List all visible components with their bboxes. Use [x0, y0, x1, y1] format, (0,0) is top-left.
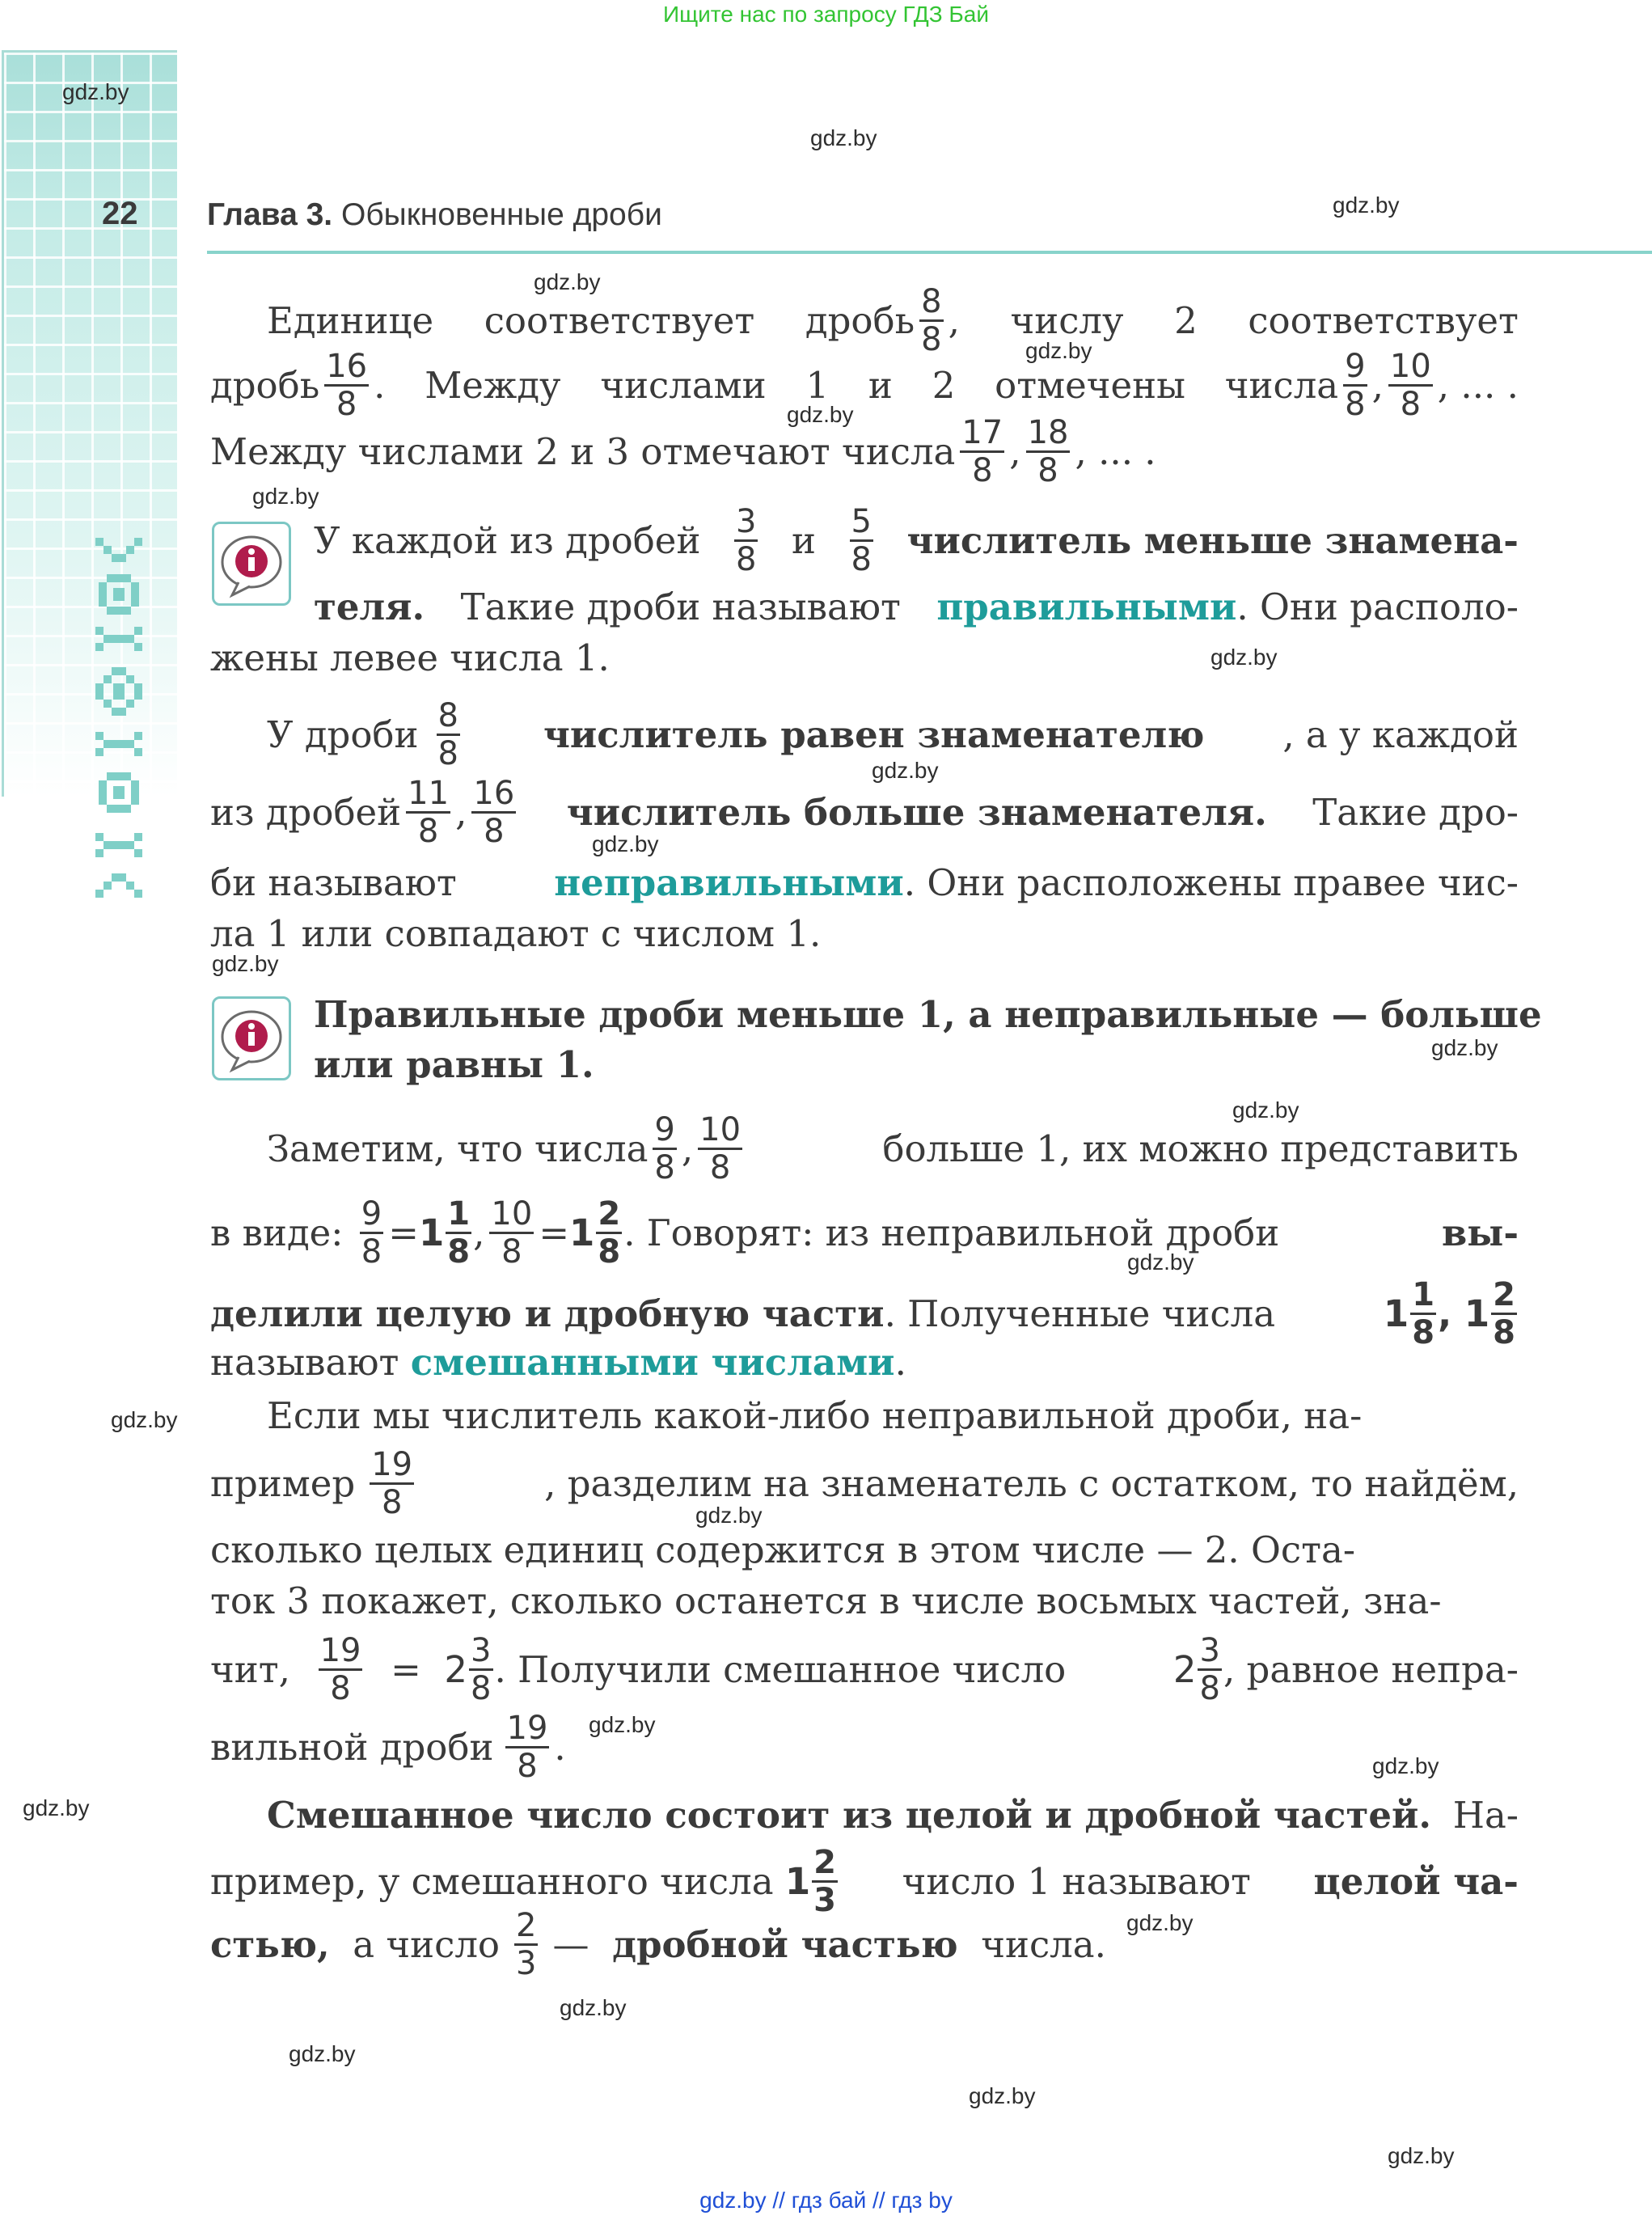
text-with-fraction: [210, 347, 386, 423]
text: 2: [1174, 298, 1198, 342]
text: числа.: [981, 1922, 1106, 1966]
para5-line3: [210, 1905, 1519, 1983]
denominator: 8: [1493, 1313, 1515, 1351]
numerator: 19: [371, 1445, 413, 1483]
para2-line1: [210, 697, 1519, 772]
text: Такие дроби называют: [460, 585, 901, 628]
info2-line1: [314, 991, 1542, 1037]
denominator: 8: [330, 1669, 351, 1707]
fraction-19-8: [319, 1631, 363, 1707]
text: больше 1, их можно представить: [882, 1127, 1519, 1170]
numerator: 3: [735, 502, 757, 540]
text: 2: [932, 363, 956, 407]
text: ... .: [1460, 363, 1519, 407]
watermark: gdz.by: [695, 1503, 763, 1528]
text: из дробей: [210, 790, 402, 834]
watermark: gdz.by: [969, 2083, 1036, 2108]
mixed-number: [1172, 1631, 1223, 1707]
numerator: 11: [408, 774, 450, 812]
text: ,: [1009, 429, 1021, 473]
info1-line2: [314, 584, 1519, 629]
text: а число: [353, 1922, 501, 1966]
numerator: 19: [319, 1631, 361, 1669]
fraction-10-8: [489, 1194, 534, 1271]
denominator: 3: [516, 1944, 537, 1982]
fraction-2-8: [596, 1194, 622, 1271]
text: соответствует: [1248, 298, 1519, 342]
whole-part: 2: [1172, 1647, 1197, 1691]
info-icon-box: [212, 522, 291, 606]
fraction-9-8: [1343, 347, 1367, 423]
mixed-numbers: [1383, 1275, 1519, 1351]
denominator: 8: [517, 1747, 538, 1785]
text-with-fractions: [210, 1110, 747, 1186]
denominator: 8: [598, 1233, 621, 1271]
text: У дроби: [267, 712, 419, 756]
text: На-: [1452, 1793, 1519, 1837]
watermark: gdz.by: [1126, 1910, 1194, 1935]
para4-line5: [210, 1630, 1519, 1708]
page-number: 22: [102, 196, 138, 231]
numerator: 2: [598, 1194, 621, 1233]
info1-line3: [210, 635, 1519, 680]
fraction-18-8: [1026, 413, 1071, 489]
text-with-fractions: [1224, 347, 1519, 423]
text: Единице: [267, 298, 434, 342]
text: би называют: [210, 860, 457, 904]
fraction-10-8: [1388, 347, 1433, 423]
numerator: 2: [516, 1906, 537, 1944]
whole-part: 1: [1383, 1292, 1409, 1335]
text: называют: [210, 1340, 399, 1384]
watermark: gdz.by: [1388, 2143, 1455, 2168]
numerator: 16: [473, 774, 515, 812]
watermark: gdz.by: [1372, 1753, 1439, 1778]
denominator: 8: [437, 734, 458, 772]
denominator: 8: [484, 812, 505, 850]
fraction-10-8: [698, 1110, 742, 1186]
watermark: gdz.by: [111, 1407, 178, 1432]
bold-text: вы-: [1441, 1211, 1519, 1254]
denominator: 8: [1400, 385, 1422, 423]
text: .: [894, 1340, 906, 1384]
term-improper-fractions: неправильными: [554, 860, 904, 904]
info1-line1: [314, 503, 1519, 577]
bottom-banner[interactable]: gdz.by // гдз бай // гдз by: [699, 2188, 953, 2213]
denominator: 8: [654, 1148, 675, 1186]
numerator: 3: [471, 1631, 492, 1669]
whole-part: 2: [444, 1647, 468, 1691]
text: ,: [455, 790, 467, 834]
denominator: 8: [972, 451, 993, 489]
text: ,: [1437, 363, 1450, 407]
fraction-16-8: [471, 774, 516, 850]
para3-line1: [210, 1111, 1519, 1186]
text: , разделим на знаменатель с остатком, то найдём,: [544, 1461, 1519, 1505]
fraction-19-8: [370, 1445, 414, 1521]
denominator: 8: [336, 385, 357, 423]
text-with-fraction: [210, 696, 465, 772]
para3-line2: [210, 1194, 1519, 1271]
text: число 1 называют: [902, 1859, 1251, 1903]
para4-line3: [210, 1527, 1519, 1572]
text: , а у каждой: [1282, 712, 1519, 756]
info-icon: [214, 524, 289, 603]
text: пример: [210, 1461, 356, 1505]
equals-sign: =: [388, 1211, 419, 1254]
denominator: 8: [1199, 1669, 1220, 1707]
denominator: 8: [709, 1148, 731, 1186]
bold-text: или равны 1.: [314, 1042, 594, 1086]
bold-text: числитель меньше знамена-: [906, 518, 1519, 562]
text: ,: [948, 298, 960, 342]
chapter-title: Обыкновенные дроби: [341, 197, 662, 232]
watermark: gdz.by: [212, 951, 279, 976]
top-banner[interactable]: Ищите нас по запросу ГДЗ Бай: [662, 2, 990, 27]
fraction-8-8: [919, 282, 943, 358]
numerator: 10: [491, 1194, 533, 1233]
text: и: [868, 363, 893, 407]
text: вильной дроби: [210, 1725, 494, 1769]
numerator: 19: [506, 1709, 548, 1747]
numerator: 9: [361, 1194, 382, 1233]
text: Между числами 2 и 3 отмечают числа: [210, 429, 956, 473]
para3-line4: [210, 1339, 1519, 1385]
para4-line2: [210, 1446, 1519, 1520]
bold-text: теля.: [314, 585, 425, 628]
text: чит,: [210, 1647, 290, 1691]
numerator: 1: [1412, 1275, 1435, 1313]
denominator: 8: [417, 812, 439, 850]
fraction-17-8: [960, 413, 1004, 489]
numerator: 17: [961, 413, 1003, 451]
bold-text: целой ча-: [1313, 1859, 1519, 1903]
text: ток 3 покажет, сколько останется в числе восьмых частей, зна-: [210, 1579, 1442, 1622]
watermark: gdz.by: [1210, 645, 1278, 670]
chapter-label: Глава 3.: [207, 197, 333, 232]
text: дробь: [805, 298, 915, 342]
whole-part: 1: [418, 1211, 445, 1254]
watermark: gdz.by: [872, 758, 939, 783]
numerator: 10: [699, 1110, 741, 1148]
text: Между: [425, 363, 561, 407]
mixed-number: [444, 1631, 494, 1707]
fraction-2-8: [1491, 1275, 1517, 1351]
watermark: gdz.by: [289, 2041, 356, 2066]
fraction-1-8: [446, 1194, 471, 1271]
text: ,: [1371, 363, 1384, 407]
equals-sign: =: [391, 1647, 421, 1691]
text-with-fraction: [805, 282, 960, 358]
watermark: gdz.by: [23, 1795, 90, 1820]
para4-line1: [210, 1393, 1519, 1438]
para1-line2: [210, 348, 1519, 422]
para5-line1: [210, 1792, 1519, 1837]
mixed-with-text: [1172, 1631, 1519, 1707]
denominator: 8: [381, 1483, 403, 1521]
watermark: gdz.by: [62, 79, 129, 104]
fraction-3-8: [469, 1631, 492, 1707]
watermark: gdz.by: [1025, 338, 1092, 363]
fraction-19-8: [505, 1709, 550, 1785]
watermark: gdz.by: [1127, 1249, 1194, 1275]
equals-sign: =: [539, 1211, 570, 1254]
denominator: 8: [501, 1233, 522, 1271]
para4-line4: [210, 1578, 1519, 1623]
text: . Они располо-: [1236, 585, 1519, 628]
text: . Они расположены правее чис-: [903, 860, 1519, 904]
text: пример, у смешанного числа: [210, 1859, 774, 1903]
text: . Получили смешанное число: [494, 1647, 1067, 1691]
fraction-1-8: [1410, 1275, 1436, 1351]
info2-line2: [314, 1042, 1519, 1087]
text-with-equations: [210, 1194, 1280, 1271]
para2-line2: [210, 775, 1519, 849]
text-with-fraction: [210, 1445, 419, 1521]
text: . Полученные числа: [884, 1292, 1276, 1335]
text: Заметим, что числа: [267, 1127, 649, 1170]
numerator: 16: [326, 347, 368, 385]
whole-part: 1: [569, 1211, 595, 1254]
numerator: 9: [654, 1110, 675, 1148]
para2-line3: [210, 860, 1519, 905]
fraction-8-8: [437, 696, 460, 772]
fraction-3-8: [734, 502, 758, 578]
text: числами: [600, 363, 767, 407]
watermark: gdz.by: [252, 484, 319, 509]
term-with-text: [936, 585, 1519, 628]
denominator: 8: [447, 1233, 471, 1271]
denominator: 8: [851, 540, 872, 578]
para1-line1: [210, 283, 1519, 357]
text: , равное непра-: [1223, 1647, 1519, 1691]
fraction-5-8: [850, 502, 873, 578]
para1-line3: [210, 414, 1519, 488]
bold-text: Правильные дроби меньше 1, а неправильные — больше: [314, 992, 1542, 1036]
text: и: [791, 518, 816, 562]
denominator: 8: [921, 320, 942, 358]
text: У каждой из дробей: [314, 518, 701, 562]
denominator: 8: [471, 1669, 492, 1707]
watermark: gdz.by: [534, 269, 601, 294]
numerator: 1: [447, 1194, 471, 1233]
text: 1: [805, 363, 830, 407]
numerator: 5: [851, 502, 872, 540]
info-icon-box: [212, 996, 291, 1080]
text: ,: [473, 1211, 485, 1254]
denominator: 3: [813, 1881, 837, 1919]
watermark: gdz.by: [589, 1712, 656, 1737]
text: .: [374, 363, 386, 407]
text: Если мы числитель какой-либо неправильной дроби, на-: [267, 1393, 1363, 1437]
text: Такие дро-: [1312, 790, 1519, 834]
numerator: 2: [1493, 1275, 1515, 1313]
bold-text: дробной частью: [612, 1922, 958, 1966]
text: дробь: [210, 363, 320, 407]
text: числу: [1010, 298, 1124, 342]
text: —: [552, 1922, 589, 1966]
bold-text: числитель равен знаменателю: [543, 712, 1205, 756]
numerator: 10: [1389, 347, 1431, 385]
chapter-heading: [207, 197, 662, 233]
para2-line4: [210, 911, 1519, 956]
header-rule: [207, 251, 1652, 254]
denominator: 8: [1412, 1313, 1435, 1351]
bold-text: Смешанное число состоит из целой и дробной частей.: [267, 1793, 1431, 1837]
numerator: 9: [1345, 347, 1366, 385]
bold-with-text: [210, 1292, 1276, 1335]
text: в виде:: [210, 1211, 344, 1254]
bold-text: числитель больше знаменателя.: [566, 790, 1267, 834]
numerator: 8: [921, 282, 942, 320]
text: числа: [1224, 363, 1339, 407]
fraction-9-8: [653, 1110, 676, 1186]
watermark: gdz.by: [592, 831, 659, 856]
fraction-16-8: [324, 347, 369, 423]
text: ла 1 или совпадают с числом 1.: [210, 911, 822, 955]
term-with-text: [554, 860, 1519, 904]
numerator: 3: [1199, 1631, 1220, 1669]
watermark: gdz.by: [560, 1995, 627, 2020]
bold-text: стью,: [210, 1922, 330, 1966]
numerator: 8: [437, 696, 458, 734]
watermark: gdz.by: [810, 125, 877, 150]
numerator: 18: [1027, 413, 1069, 451]
text: ,: [681, 1127, 694, 1170]
term-proper-fractions: правильными: [936, 585, 1237, 628]
whole-part: 1: [1464, 1292, 1490, 1335]
text: жены левее числа 1.: [210, 636, 610, 679]
fraction-3-8: [1198, 1631, 1221, 1707]
text-with-equation: [210, 1631, 1067, 1707]
mixed-number: [418, 1194, 473, 1271]
fraction-2-3: [514, 1906, 538, 1982]
denominator: 8: [1345, 385, 1366, 423]
numerator: 2: [813, 1843, 837, 1881]
fraction-9-8: [360, 1194, 383, 1271]
text: отмечены: [995, 363, 1185, 407]
text-with-fractions: [210, 774, 521, 850]
text: . Говорят: из неправильной дроби: [623, 1211, 1280, 1254]
info-icon: [214, 999, 289, 1078]
watermark: gdz.by: [787, 402, 854, 427]
denominator: 8: [361, 1233, 382, 1271]
ornament-decoration: [89, 538, 149, 906]
bold-text: делили целую и дробную части: [210, 1292, 885, 1335]
fraction-11-8: [406, 774, 450, 850]
text: .: [554, 1725, 566, 1769]
mixed-number: [569, 1194, 623, 1271]
text: соответствует: [484, 298, 755, 342]
watermark: gdz.by: [1232, 1097, 1299, 1123]
text: ,: [1438, 1292, 1452, 1335]
denominator: 8: [735, 540, 757, 578]
term-mixed-numbers: смешанными числами: [410, 1340, 895, 1384]
denominator: 8: [1037, 451, 1058, 489]
watermark: gdz.by: [1333, 192, 1400, 218]
para4-line6: [210, 1708, 1519, 1786]
text: сколько целых единиц содержится в этом числе — 2. Оста-: [210, 1528, 1356, 1571]
watermark: gdz.by: [1431, 1035, 1498, 1060]
whole-part: 1: [784, 1859, 811, 1903]
text: , ... .: [1075, 429, 1156, 473]
